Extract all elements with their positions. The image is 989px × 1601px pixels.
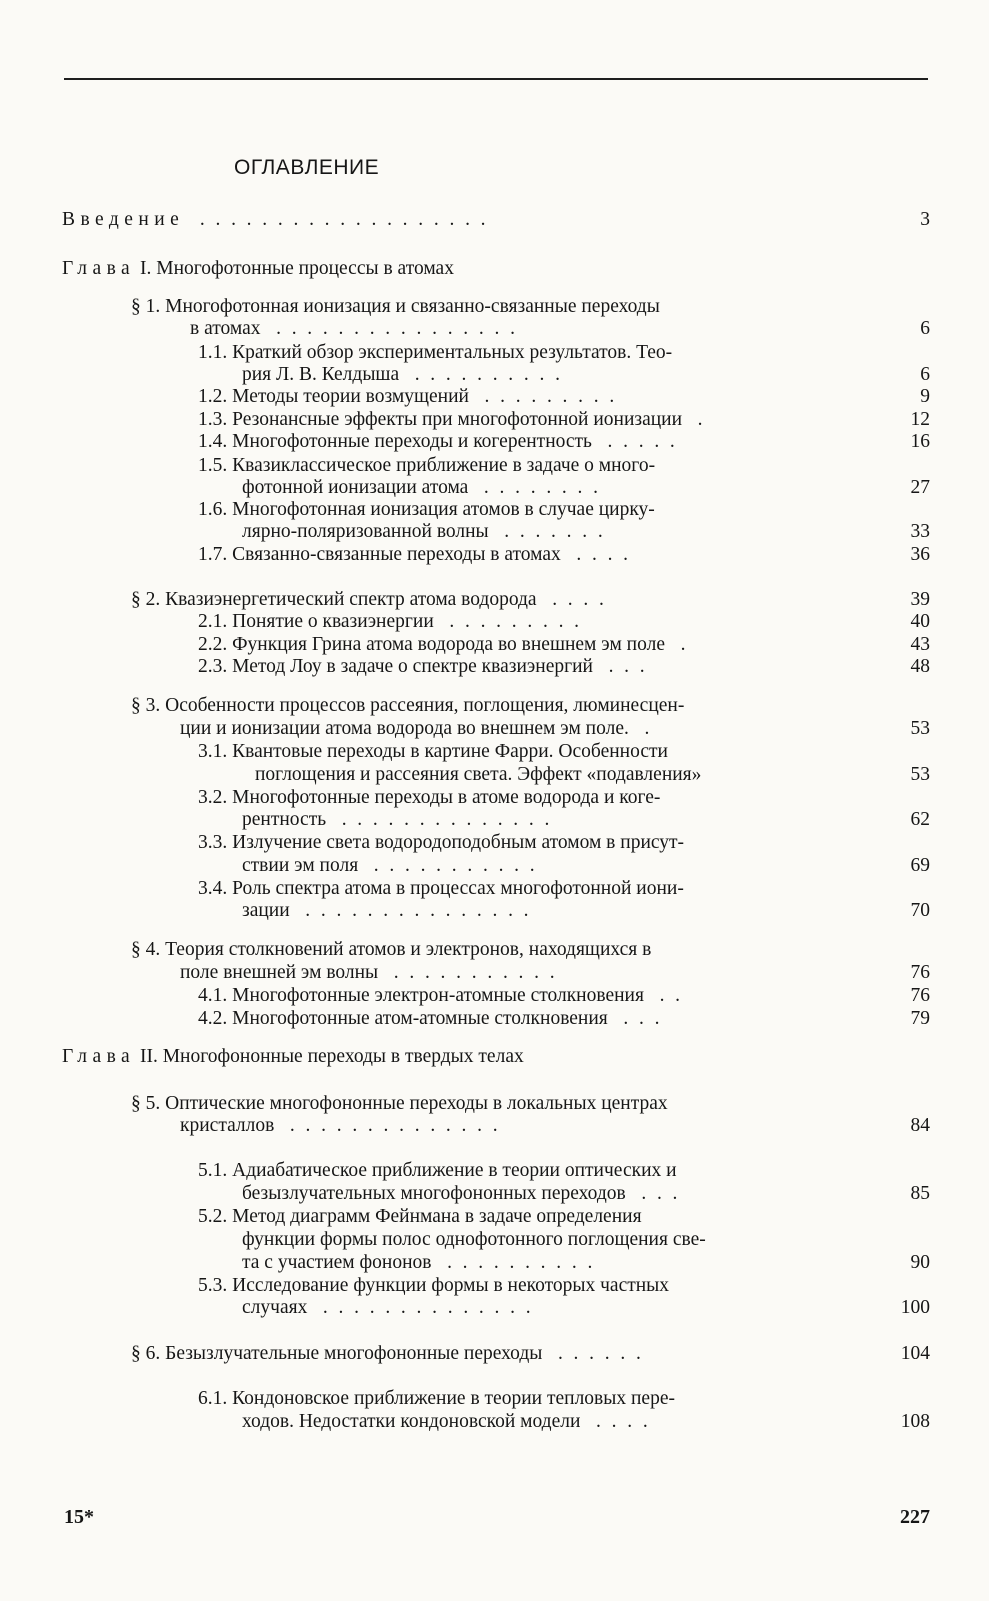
toc-page-number: 48 [910, 656, 930, 677]
toc-dot-leader: ......... [433, 611, 590, 632]
toc-entry-text: 5.3. Исследование функции формы в некоторых частных [198, 1275, 670, 1296]
toc-page-number: 84 [910, 1115, 930, 1136]
toc-entry-text: Глава II. Многофононные переходы в твердых телах [62, 1046, 524, 1067]
page-number: 227 [900, 1506, 930, 1528]
toc-entry-text: § 4. Теория столкновений атомов и электронов, находящихся в [131, 939, 652, 960]
page-title: ОГЛАВЛЕНИЕ [234, 156, 380, 179]
toc-page-number: 53 [910, 764, 930, 785]
toc-entry-text: § 6. Безызлучательные многофононные переходы [131, 1343, 543, 1364]
toc-entry [198, 544, 639, 566]
toc-page-number: 36 [910, 544, 930, 565]
toc-entry [131, 1093, 668, 1115]
toc-dot-leader: .......... [399, 364, 571, 385]
toc-entry [198, 1388, 675, 1410]
toc-entry-text: рия Л. В. Келдыша [242, 364, 400, 385]
toc-entry [131, 589, 615, 611]
toc-entry [131, 1343, 652, 1365]
toc-entry [198, 409, 713, 431]
toc-entry-text: 4.2. Многофотонные атом-атомные столкновения [198, 1008, 608, 1029]
toc-page-number: 40 [910, 611, 930, 632]
toc-entry-text: 2.1. Понятие о квазиэнергии [198, 611, 434, 632]
toc-entry [242, 855, 545, 877]
toc-entry [242, 1183, 688, 1205]
toc-entry [198, 878, 684, 900]
toc-entry [255, 764, 701, 786]
toc-entry-text: 5.2. Метод диаграмм Фейнмана в задаче определения [198, 1206, 642, 1227]
toc-entry-text: ции и ионизации атома водорода во внешнем эм поле. [180, 718, 629, 739]
toc-dot-leader: .............. [307, 1297, 542, 1318]
toc-entry [198, 499, 655, 521]
toc-entry [242, 1411, 658, 1433]
toc-entry [62, 209, 496, 231]
toc-entry-text: в атомах [190, 318, 261, 339]
toc-page-number: 70 [910, 900, 930, 921]
toc-page-number: 16 [910, 431, 930, 452]
toc-entry [180, 1115, 508, 1137]
toc-dot-leader: ......... [468, 386, 625, 407]
toc-entry-text: ствии эм поля [242, 855, 359, 876]
toc-entry-text: Введение [62, 209, 185, 230]
toc-entry-text: функции формы полос однофотонного поглощения све- [242, 1229, 706, 1250]
toc-entry [198, 431, 686, 453]
toc-dot-leader: .... [560, 544, 639, 565]
toc-entry-text: 3.2. Многофотонные переходы в атоме водорода и коге- [198, 787, 661, 808]
toc-entry [242, 364, 571, 386]
toc-dot-leader: . [665, 634, 697, 655]
toc-page-number: 69 [910, 855, 930, 876]
toc-page-number: 76 [910, 962, 930, 983]
toc-entry-text: зации [242, 900, 290, 921]
toc-entry-text: 3.4. Роль спектра атома в процессах многофотонной иони- [198, 878, 684, 899]
toc-entry-text: 3.1. Квантовые переходы в картине Фарри. Особенности [198, 741, 668, 762]
toc-entry [131, 939, 651, 961]
toc-entry-text: § 1. Многофотонная ионизация и связанно-связанные переходы [131, 296, 660, 317]
toc-entry [198, 455, 655, 477]
toc-entry-text: кристаллов [180, 1115, 275, 1136]
toc-dot-leader: . [682, 409, 714, 430]
toc-entry [242, 900, 539, 922]
toc-dot-leader: .... [536, 589, 615, 610]
toc-entry [198, 386, 625, 408]
toc-entry-text: 6.1. Кондоновское приближение в теории тепловых пере- [198, 1388, 675, 1409]
toc-entry [198, 342, 672, 364]
toc-page-number: 79 [910, 1008, 930, 1029]
toc-entry-text: § 2. Квазиэнергетический спектр атома водорода [131, 589, 537, 610]
toc-entry [198, 1008, 670, 1030]
toc-entry [242, 809, 560, 831]
toc-entry-text: 4.1. Многофотонные электрон-атомные столкновения [198, 985, 644, 1006]
toc-entry [131, 695, 684, 717]
toc-entry [198, 1160, 677, 1182]
toc-page-number: 100 [900, 1297, 930, 1318]
toc-entry-text: 1.2. Методы теории возмущений [198, 386, 469, 407]
toc-entry [242, 1252, 603, 1274]
toc-entry [198, 611, 590, 633]
toc-page-number: 62 [910, 809, 930, 830]
toc-page-number: 33 [910, 521, 930, 542]
toc-entry-text: поле внешней эм волны [180, 962, 379, 983]
toc-entry-text: 1.5. Квазиклассическое приближение в задаче о много- [198, 455, 656, 476]
toc-page-number: 12 [910, 409, 930, 430]
chapter-heading [62, 258, 454, 280]
toc-entry [198, 656, 655, 678]
toc-entry-text: 3.3. Излучение света водородоподобным атомом в присут- [198, 832, 685, 853]
toc-page-number: 27 [910, 477, 930, 498]
toc-entry-text: случаях [242, 1297, 308, 1318]
toc-entry-text: Глава I. Многофотонные процессы в атомах [62, 258, 454, 279]
toc-entry [198, 985, 691, 1007]
toc-dot-leader: .............. [326, 809, 561, 830]
toc-dot-leader: ... [625, 1183, 689, 1204]
toc-entry [242, 1229, 706, 1251]
toc-entry-text: безызлучательных многофононных переходов [242, 1183, 626, 1204]
toc-page-number: 90 [910, 1252, 930, 1273]
toc-entry [242, 521, 613, 543]
toc-page-number: 76 [910, 985, 930, 1006]
toc-entry [198, 634, 696, 656]
toc-entry [131, 296, 660, 318]
toc-entry-text: 2.3. Метод Лоу в задаче о спектре квазиэнергий [198, 656, 593, 677]
toc-page-number: 104 [900, 1343, 930, 1364]
toc-entry [198, 1275, 669, 1297]
toc-entry-text: поглощения и рассеяния света. Эффект «подавления» [255, 764, 702, 785]
chapter-heading [62, 1046, 524, 1068]
toc-entry-text: фотонной ионизации атома [242, 477, 469, 498]
toc-page-number: 6 [920, 318, 930, 339]
toc-dot-leader: ... [607, 1008, 671, 1029]
toc-entry [190, 318, 526, 340]
toc-dot-leader: ................... [184, 209, 497, 230]
toc-entry [180, 718, 660, 740]
toc-entry-text: рентность [242, 809, 327, 830]
toc-dot-leader: ...... [542, 1343, 652, 1364]
toc-dot-leader: ........... [358, 855, 546, 876]
toc-page-number: 39 [910, 589, 930, 610]
toc-entry [242, 1297, 541, 1319]
toc-entry-text: 1.1. Краткий обзор экспериментальных результатов. Тео- [198, 342, 673, 363]
toc-dot-leader: . [628, 718, 661, 739]
toc-page-number: 43 [910, 634, 930, 655]
signature-mark: 15* [64, 1506, 94, 1528]
toc-entry [242, 477, 609, 499]
toc-dot-leader: ..... [591, 431, 686, 452]
toc-entry-text: лярно-поляризованной волны [242, 521, 489, 542]
toc-dot-leader: ................ [260, 318, 526, 339]
toc-dot-leader: ... [592, 656, 656, 677]
toc-dot-leader: ........ [468, 477, 609, 498]
toc-entry-text: 2.2. Функция Грина атома водорода во внешнем эм поле [198, 634, 666, 655]
toc-entry [198, 1206, 642, 1228]
toc-dot-leader: ........... [378, 962, 566, 983]
toc-entry-text: § 5. Оптические многофононные переходы в локальных центрах [131, 1093, 668, 1114]
toc-dot-leader: .... [580, 1411, 659, 1432]
toc-page-number: 3 [920, 209, 930, 230]
toc-entry [180, 962, 565, 984]
toc-dot-leader: ............... [289, 900, 540, 921]
toc-dot-leader: .. [643, 985, 691, 1006]
toc-page-number: 85 [910, 1183, 930, 1204]
toc-page-number: 53 [910, 718, 930, 739]
toc-entry-text: 1.4. Многофотонные переходы и когерентность [198, 431, 592, 452]
toc-dot-leader: ....... [488, 521, 614, 542]
toc-page-number: 6 [920, 364, 930, 385]
toc-entry-text: та с участием фононов [242, 1252, 432, 1273]
toc-entry-text: 1.6. Многофотонная ионизация атомов в случае цирку- [198, 499, 655, 520]
toc-dot-leader: .............. [274, 1115, 509, 1136]
toc-entry [198, 741, 668, 763]
toc-entry-text: 5.1. Адиабатическое приближение в теории оптических и [198, 1160, 677, 1181]
toc-entry-text: § 3. Особенности процессов рассеяния, поглощения, люминесцен- [131, 695, 685, 716]
toc-dot-leader: .......... [431, 1252, 604, 1273]
toc-entry-text: ходов. Недостатки кондоновской модели [242, 1411, 581, 1432]
toc-entry [198, 832, 684, 854]
toc-entry-text: 1.3. Резонансные эффекты при многофотонной ионизации [198, 409, 683, 430]
toc-page-number: 108 [900, 1411, 930, 1432]
toc-page-number: 9 [920, 386, 930, 407]
toc-entry-text: 1.7. Связанно-связанные переходы в атомах [198, 544, 561, 565]
toc-entry [198, 787, 660, 809]
